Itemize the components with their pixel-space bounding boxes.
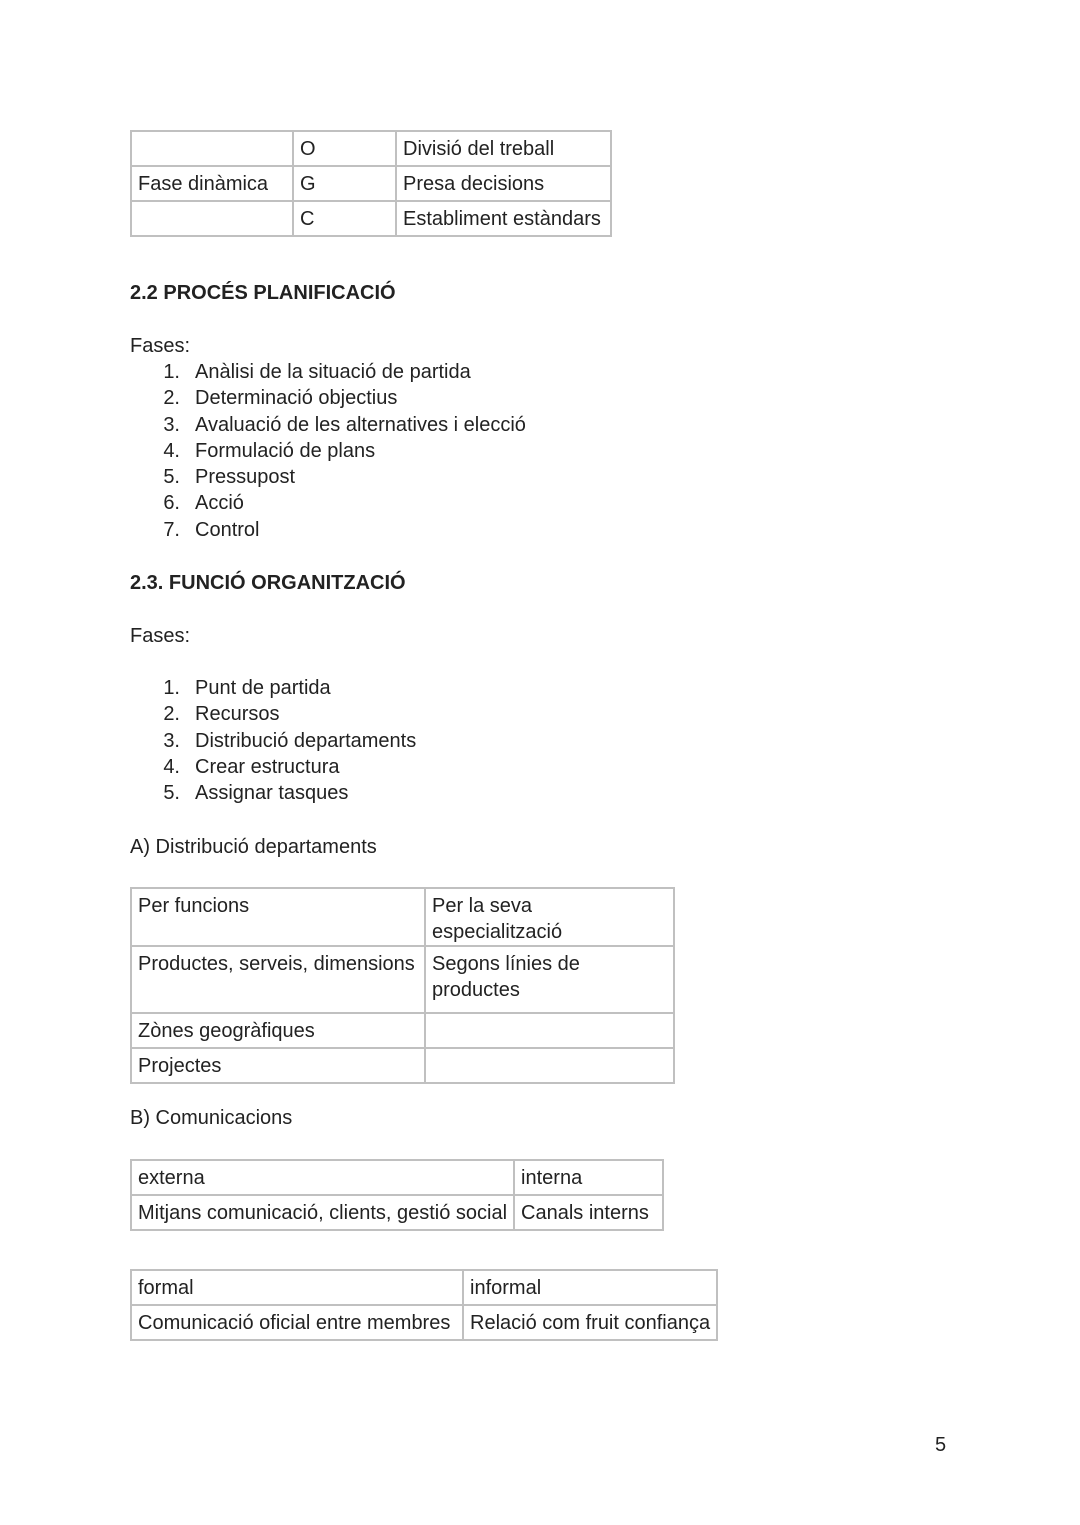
table-cell: O bbox=[293, 131, 396, 166]
table-cell: C bbox=[293, 201, 396, 236]
table-cell: Comunicació oficial entre membres bbox=[131, 1305, 463, 1340]
organitzacio-list bbox=[160, 675, 660, 806]
table-cell: Per funcions bbox=[131, 888, 425, 946]
table-row bbox=[131, 1195, 663, 1230]
comunicacions-table-externa-interna bbox=[130, 1159, 664, 1231]
table-row bbox=[131, 166, 611, 201]
table-row bbox=[131, 1305, 717, 1340]
table-cell: Segons línies de productes bbox=[425, 946, 674, 1013]
table-cell: formal bbox=[131, 1270, 463, 1305]
comunicacions-table-formal-informal bbox=[130, 1269, 718, 1341]
table-cell: interna bbox=[514, 1160, 663, 1195]
table-row bbox=[131, 1048, 674, 1083]
table-row bbox=[131, 1270, 717, 1305]
table-cell: Canals interns bbox=[514, 1195, 663, 1230]
table-cell bbox=[425, 1048, 674, 1083]
table-cell: Relació com fruit confiança bbox=[463, 1305, 717, 1340]
list-item: 2. Determinació objectius bbox=[163, 387, 398, 410]
list-item: 1. Anàlisi de la situació de partida bbox=[163, 361, 471, 383]
table-cell: Establiment estàndars bbox=[396, 201, 611, 236]
table-row bbox=[131, 1160, 663, 1195]
subsection-heading-comunicacions: B) Comunicacions bbox=[130, 1107, 293, 1129]
table-cell: Fase dinàmica bbox=[131, 166, 293, 201]
list-item: 3. Avaluació de les alternatives i elecció bbox=[163, 413, 526, 436]
list-item: 5. Pressupost bbox=[163, 466, 296, 489]
table-cell: Productes, serveis, dimensions bbox=[131, 946, 425, 1013]
table-cell: Zònes geogràfiques bbox=[131, 1013, 425, 1048]
table-cell bbox=[131, 201, 293, 236]
list-item: 4. Formulació de plans bbox=[163, 439, 376, 462]
table-row bbox=[131, 946, 674, 1013]
subsection-heading-departaments: A) Distribució departaments bbox=[130, 836, 377, 858]
table-cell: externa bbox=[131, 1160, 514, 1195]
list-item: 6. Acció bbox=[163, 492, 244, 515]
page-number: 5 bbox=[935, 1434, 947, 1456]
table-cell bbox=[131, 131, 293, 166]
table-row bbox=[131, 201, 611, 236]
list-item: 1. Punt de partida bbox=[163, 677, 331, 699]
fases-label: Fases: bbox=[130, 335, 191, 357]
fases-label: Fases: bbox=[130, 625, 191, 647]
table-cell: Projectes bbox=[131, 1048, 425, 1083]
fase-table bbox=[130, 130, 612, 237]
table-cell: Divisió del treball bbox=[396, 131, 611, 166]
list-item: 5. Assignar tasques bbox=[163, 782, 349, 805]
table-cell: Presa decisions bbox=[396, 166, 611, 201]
table-cell: G bbox=[293, 166, 396, 201]
table-row bbox=[131, 888, 674, 946]
table-cell: Mitjans comunicació, clients, gestió social bbox=[131, 1195, 514, 1230]
table-cell: informal bbox=[463, 1270, 717, 1305]
section-heading-planificacio: 2.2 PROCÉS PLANIFICACIÓ bbox=[130, 282, 396, 304]
planificacio-list bbox=[160, 359, 660, 543]
list-item: 4. Crear estructura bbox=[163, 755, 340, 778]
table-cell: Per la seva especialització bbox=[425, 888, 674, 946]
section-heading-organitzacio: 2.3. FUNCIÓ ORGANITZACIÓ bbox=[130, 572, 406, 594]
list-item: 7. Control bbox=[163, 518, 260, 541]
list-item: 3. Distribució departaments bbox=[163, 729, 417, 752]
list-item: 2. Recursos bbox=[163, 703, 280, 726]
table-row bbox=[131, 1013, 674, 1048]
table-cell bbox=[425, 1013, 674, 1048]
departaments-table bbox=[130, 887, 675, 1084]
table-row bbox=[131, 131, 611, 166]
